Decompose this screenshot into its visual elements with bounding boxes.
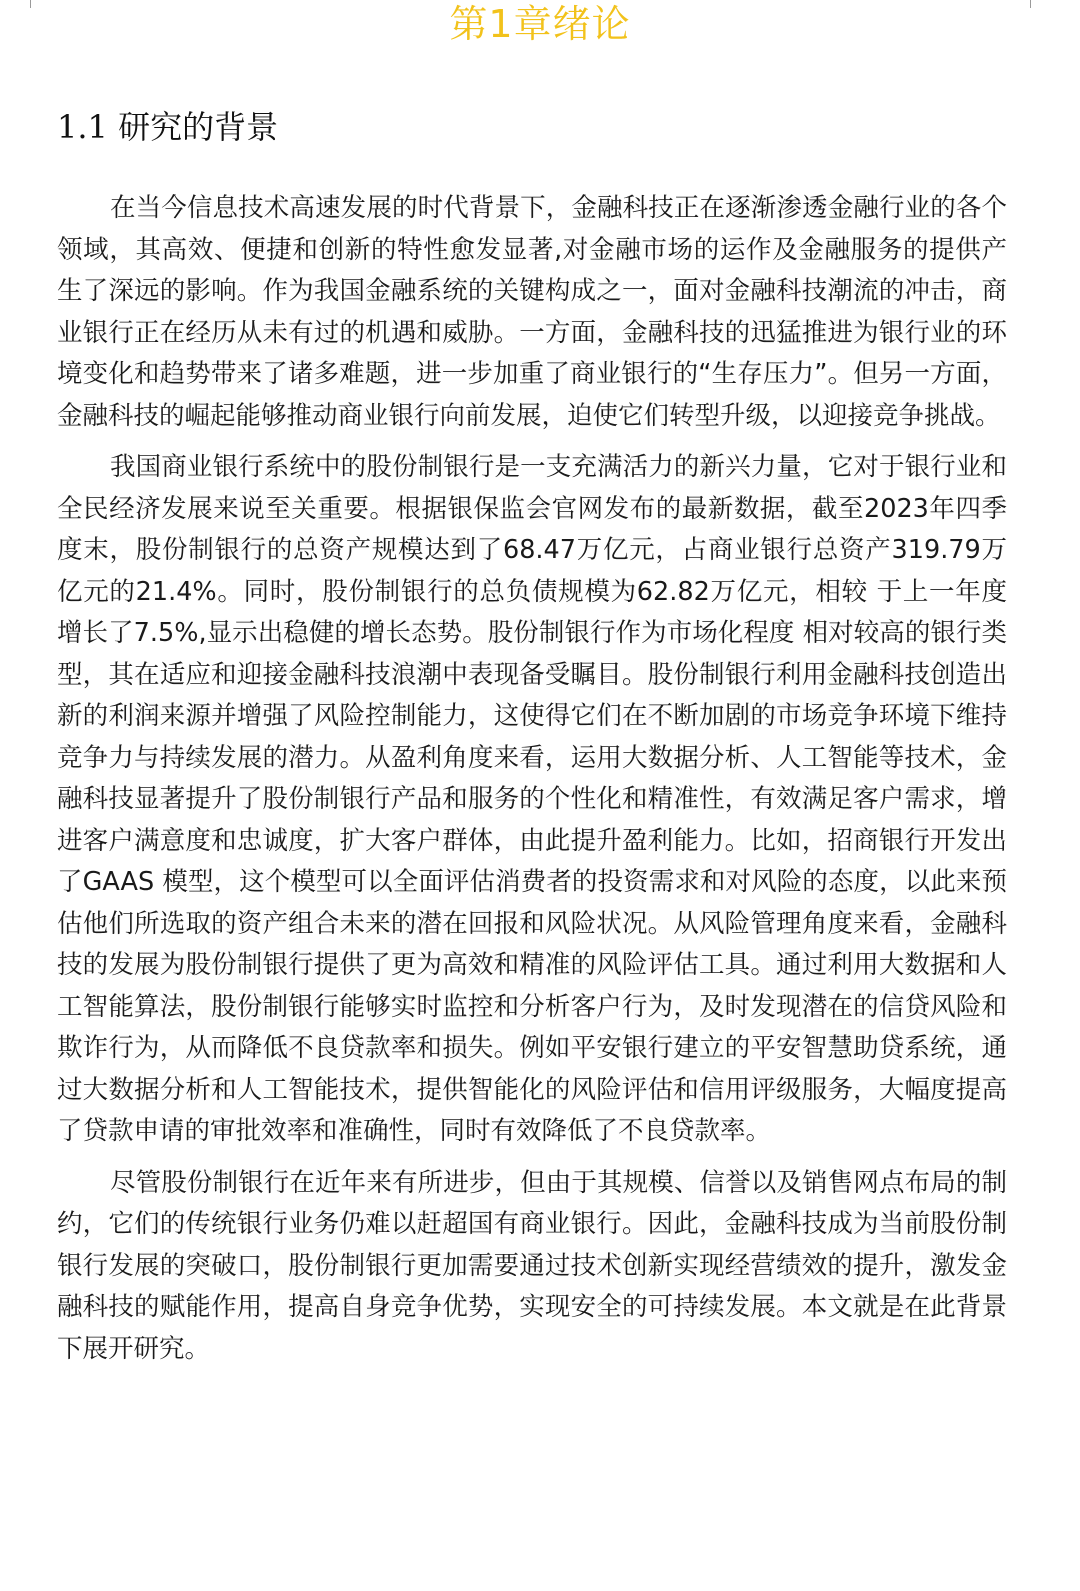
chapter-title: 第1章绪论 <box>449 2 631 46</box>
paragraph-3: 尽管股份制银行在近年来有所进步，但由于其规模、信誉以及销售网点布局的制约，它们的传统银行业务仍难以赶超国有商业银行。因此，金融科技成为当前股份制银行发展的突破口，股份制银行更加需要通过技术创新实现经营绩效的提升，激发金融科技的赋能作用，提高自身竞争优势，实现安全的可持续发展。本文就是在此背景下展开研究。 <box>57 1167 1007 1364</box>
paragraph-1: 在当今信息技术高速发展的时代背景下，金融科技正在逐渐渗透金融行业的各个领域，其高效、便捷和创新的特性愈发显著,对金融市场的运作及金融服务的提供产生了深远的影响。作为我国金融系统的关键构成之一，面对金融科技潮流的冲击，商业银行正在经历从未有过的机遇和威胁。一方面，金融科技的迅猛推进为银行业的环境变化和趋势带来了诸多难题，进一步加重了商业银行的“生存压力”。但另一方面，金融科技的崛起能够推动商业银行向前发展，迫使它们转型升级，以迎接竞争挑战。 <box>57 193 1007 431</box>
paragraph-2: 我国商业银行系统中的股份制银行是一支充满活力的新兴力量，它对于银行业和全民经济发展来说至关重要。根据银保监会官网发布的最新数据，截至2023年四季度末，股份制银行的总资产规模达到了68.47万亿元，占商业银行总资产319.79万亿元的21.4%。同时，股份制银行的总负债规模为62.82万亿元，相较 于上一年度增长了7.5%,显示出稳健的增长态势。股份制银行作为市场化程度 相对较高的银行类型，其在适应和迎接金融科技浪潮中表现备受瞩目。股份制银行利用金融科技创造出新的利润来源并增强了风险控制能力，这使得它们在不断加剧的市场竞争环境下维持竞争力与持续发展的潜力。从盈利角度来看，运用大数据分析、人工智能等技术，金融科技显著提升了股份制银行产品和服务的个性化和精准性，有效满足客户需求，增进客户满意度和忠诚度，扩大客户群体，由此提升盈利能力。比如，招商银行开发出了GAAS 模型，这个模型可以全面评估消费者的投资需求和对风险的态度，以此来预估他们所选取的资产组合未来的潜在回报和风险状况。从风险管理角度来看，金融科技的发展为股份制银行提供了更为高效和精准的风险评估工具。通过利用大数据和人工智能算法，股份制银行能够实时监控和分析客户行为，及时发现潜在的信贷风险和欺诈行为，从而降低不良贷款率和损失。例如平安银行建立的平安智慧助贷系统，通过大数据分析和人工智能技术，提供智能化的风险评估和信用评级服务，大幅度提高了贷款申请的审批效率和准确性，同时有效降低了不良贷款率。 <box>57 452 1007 1146</box>
body-text <box>57 188 1007 1370</box>
section-heading: 1.1 研究的背景 <box>57 108 279 146</box>
